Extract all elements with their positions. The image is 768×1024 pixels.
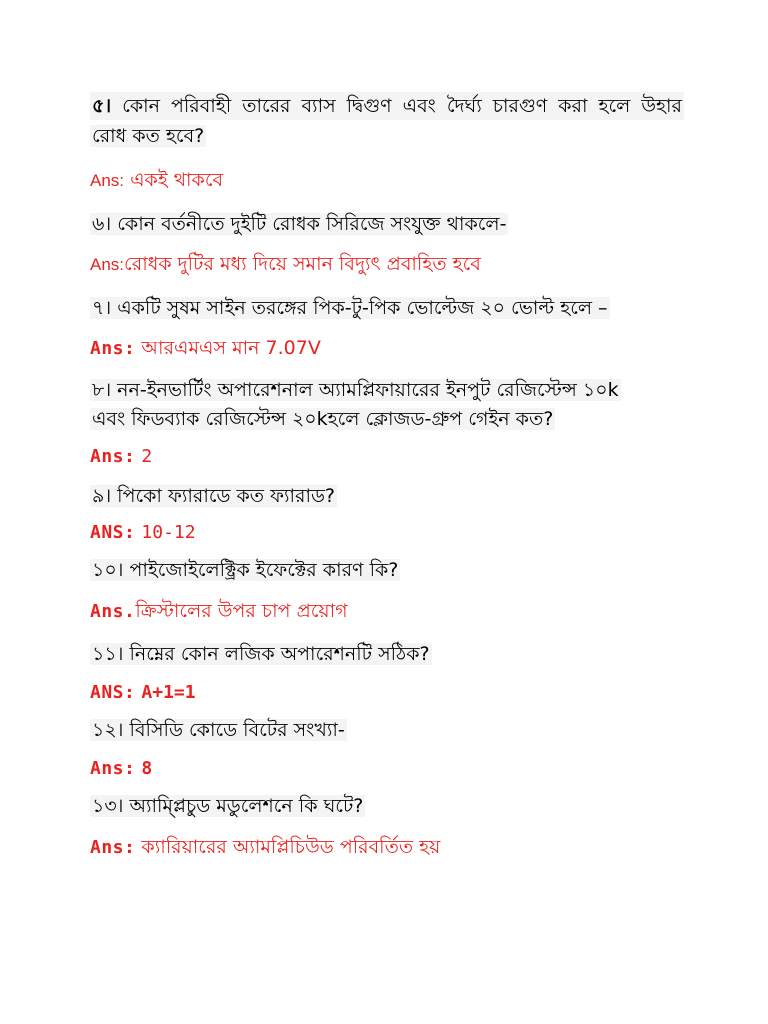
- answer-8: [90, 442, 152, 471]
- answer-7: [90, 334, 321, 363]
- question-7-text: ৭। একটি সুষম সাইন তরঙ্গের পিক-টু-পিক ভোল্টেজ ২০ ভোল্ট হলে –: [92, 297, 608, 319]
- answer-13-label: Ans:: [90, 837, 136, 858]
- answer-12-label: Ans:: [90, 758, 136, 779]
- answer-9: [90, 518, 196, 547]
- answer-12-text: 8: [141, 758, 153, 779]
- question-6: [90, 210, 508, 238]
- answer-5-text: একই থাকবে: [130, 169, 224, 191]
- question-5-text-2: রোধ কত হবে?: [92, 125, 205, 147]
- question-13-text: ১৩। অ্যাম্প্লিচুড মডুলেশনে কি ঘটে?: [92, 795, 364, 817]
- question-8-text-2: এবং ফিডব্যাক রেজিস্টেন্স ২০kহলে ক্লোজড-গ্রুপ গেইন কত?: [92, 408, 554, 430]
- answer-6-text: রোধক দুটির মধ্য দিয়ে সমান বিদ্যুৎ প্রবাহিত হবে: [124, 253, 481, 275]
- answer-12: [90, 754, 152, 783]
- answer-6: [90, 250, 481, 279]
- question-5-number: ৫।: [92, 95, 112, 117]
- question-12: [90, 716, 347, 744]
- answer-6-label: Ans:: [90, 255, 125, 274]
- question-6-text: ৬। কোন বর্তনীতে দুইটি রোধক সিরিজে সংযুক্ত থাকলে-: [92, 213, 507, 235]
- answer-5-label: Ans:: [90, 171, 125, 190]
- question-13: [90, 792, 365, 820]
- answer-11-text: A+1=1: [141, 682, 196, 703]
- answer-7-label: Ans:: [90, 338, 136, 359]
- question-5-text: কোন পরিবাহী তারের ব্যাস দ্বিগুণ এবং দৈর্ঘ্য চারগুণ করা হলে উহার: [122, 95, 682, 117]
- answer-11: [90, 678, 196, 707]
- question-11-text: ১১। নিম্নের কোন লজিক অপারেশনটি সঠিক?: [92, 643, 430, 665]
- answer-13-text: ক্যারিয়ারের অ্যামপ্লিচিউড পরিবর্তিত হয়: [141, 836, 441, 858]
- question-11: [90, 640, 432, 668]
- answer-10-label: Ans.: [90, 601, 136, 622]
- answer-10: [90, 597, 348, 626]
- question-9: [90, 482, 337, 510]
- answer-8-text: 2: [141, 446, 153, 467]
- question-12-text: ১২। বিসিডি কোডে বিটের সংখ্যা-: [92, 719, 345, 741]
- question-10-text: ১০। পাইজোইলেক্ট্রিক ইফেক্টের কারণ কি?: [92, 559, 399, 581]
- question-8-text: ৮। নন-ইনভার্টিং অপারেশনাল অ্যামপ্লিফায়ারের ইনপুট রেজিস্টেন্স ১০k: [92, 379, 619, 401]
- question-5-line-1: [90, 92, 684, 120]
- question-7: [90, 294, 610, 322]
- answer-9-label: ANS:: [90, 522, 136, 543]
- question-8-line-2: [90, 405, 555, 433]
- answer-5: [90, 166, 223, 195]
- answer-10-text: ক্রিস্টালের উপর চাপ প্রয়োগ: [135, 600, 348, 622]
- answer-8-label: Ans:: [90, 446, 136, 467]
- answer-9-text: 10-12: [141, 522, 196, 543]
- answer-11-label: ANS:: [90, 682, 136, 703]
- answer-13: [90, 833, 440, 862]
- question-5-line-1-text: [90, 92, 684, 120]
- question-8-line-1: [90, 376, 621, 404]
- answer-7-text: আরএমএস মান 7.07V: [141, 337, 321, 359]
- question-10: [90, 556, 400, 584]
- question-9-text: ৯। পিকো ফ্যারাডে কত ফ্যারাড?: [92, 485, 336, 507]
- question-5-line-2: [90, 122, 206, 150]
